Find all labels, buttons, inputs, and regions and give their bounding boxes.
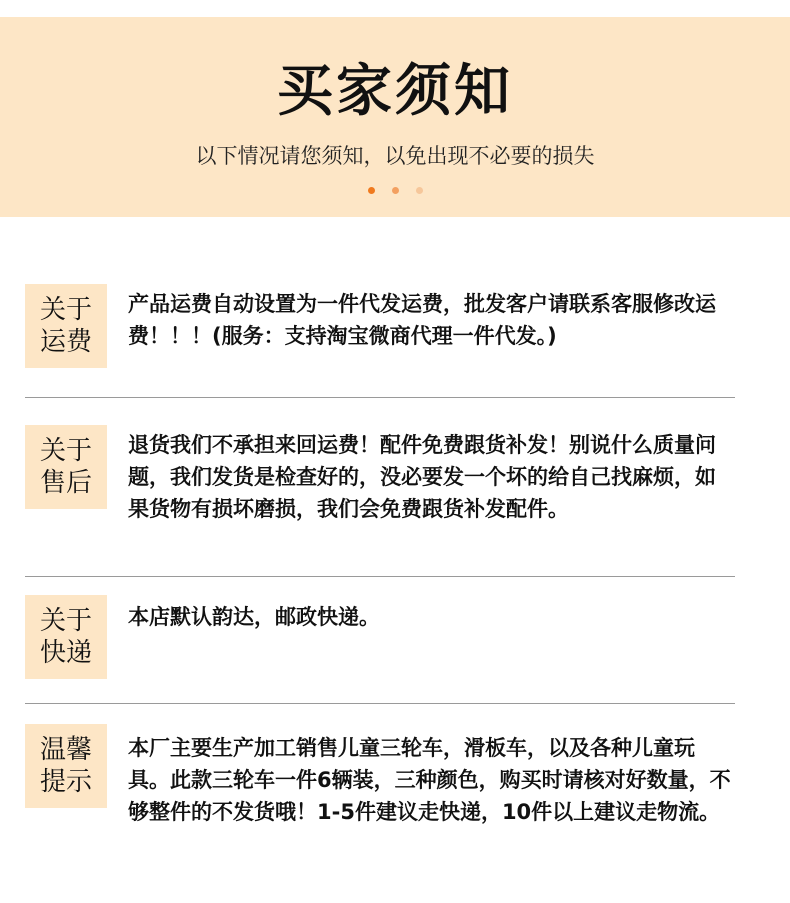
section-label — [25, 724, 107, 808]
section-text: 本厂主要生产加工销售儿童三轮车，滑板车，以及各种儿童玩具。此款三轮车一件6辆装，三种颜色，购买时请核对好数量，不够整件的不发货哦！1-5件建议走快递，10件以上建议走物流。 — [128, 736, 731, 824]
section-label-line: 关于 — [39, 295, 92, 325]
header-banner — [0, 17, 790, 217]
section-text: 本店默认韵达，邮政快递。 — [128, 605, 380, 629]
section-label-line: 温馨 — [39, 735, 92, 765]
page-subtitle: 以下情况请您须知，以免出现不必要的损失 — [195, 144, 595, 168]
section-label-line: 快递 — [39, 638, 92, 668]
section-label — [25, 425, 107, 509]
divider — [25, 397, 735, 398]
section-label — [25, 595, 107, 679]
dot-icon — [368, 187, 375, 194]
section-label-line: 售后 — [39, 468, 92, 498]
section-label-line: 关于 — [39, 606, 92, 636]
section-label-line: 运费 — [39, 327, 92, 357]
section-label-line: 关于 — [39, 436, 92, 466]
section-text: 产品运费自动设置为一件代发运费，批发客户请联系客服修改运费！！！(服务：支持淘宝微商代理一件代发。) — [128, 292, 716, 348]
section-label — [25, 284, 107, 368]
dot-icon — [392, 187, 399, 194]
section-label-line: 提示 — [39, 767, 92, 797]
decorative-dots — [0, 187, 790, 195]
divider — [25, 576, 735, 577]
section-text: 退货我们不承担来回运费！配件免费跟货补发！别说什么质量问题，我们发货是检查好的，没必要发一个坏的给自己找麻烦，如果货物有损坏磨损，我们会免费跟货补发配件。 — [128, 433, 716, 521]
divider — [25, 703, 735, 704]
dot-icon — [416, 187, 423, 194]
page-title: 买家须知 — [277, 59, 513, 124]
